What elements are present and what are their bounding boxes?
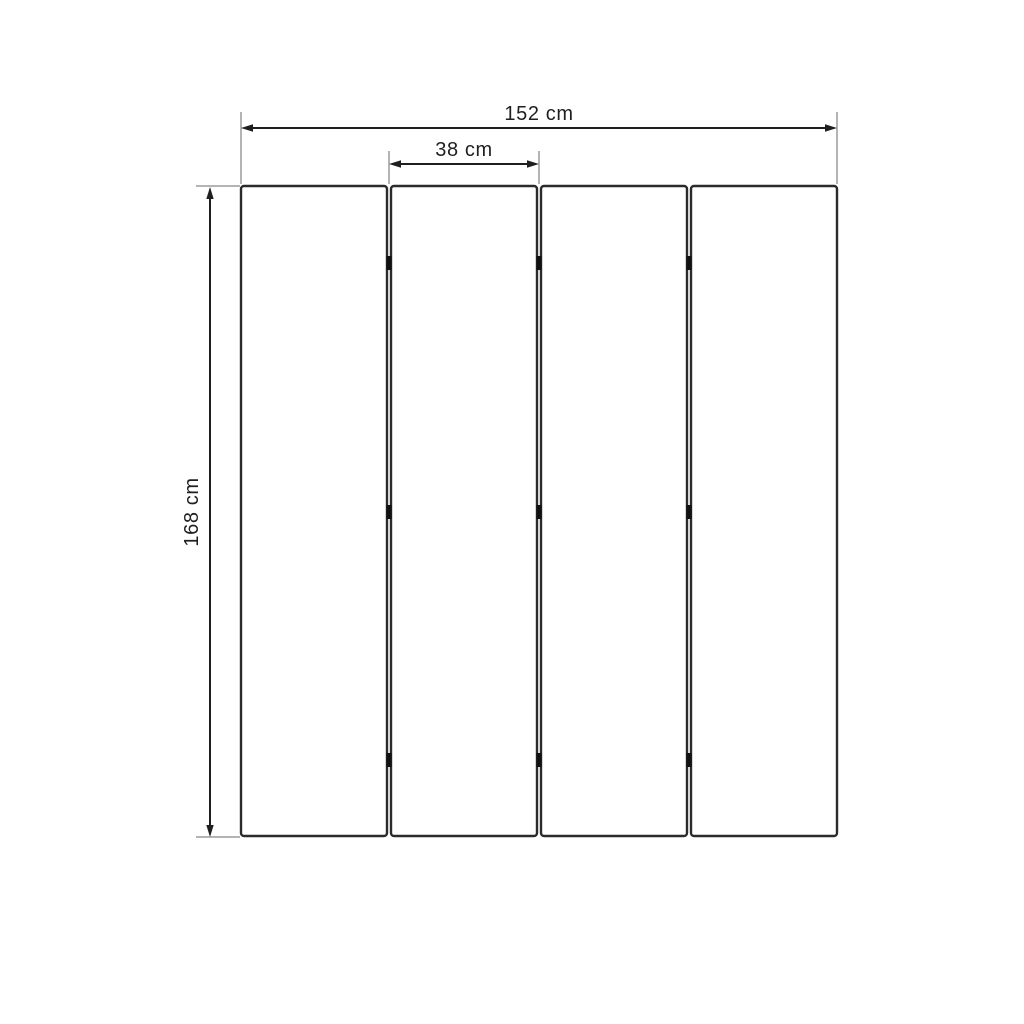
hinge-joint1-middle-icon: [387, 505, 392, 519]
hinge-joint3-top-icon: [687, 256, 692, 270]
panel-1: [241, 186, 387, 836]
hinge-joint2-top-icon: [537, 256, 542, 270]
total-width-label: 152 cm: [504, 103, 574, 125]
arrowhead-right-icon: [825, 124, 837, 131]
panel-3: [541, 186, 687, 836]
hinge-joint2-middle-icon: [537, 505, 542, 519]
arrowhead-left-icon: [241, 124, 253, 131]
arrowhead-down-icon: [206, 825, 213, 837]
panel-2: [391, 186, 537, 836]
panel-width-label: 38 cm: [435, 139, 493, 161]
hinge-joint1-bottom-icon: [387, 753, 392, 767]
arrowhead-left-icon: [389, 160, 401, 167]
hinge-joint3-bottom-icon: [687, 753, 692, 767]
hinge-joint1-top-icon: [387, 256, 392, 270]
arrowhead-up-icon: [206, 187, 213, 199]
arrowhead-right-icon: [527, 160, 539, 167]
hinge-joint3-middle-icon: [687, 505, 692, 519]
panel-4: [691, 186, 837, 836]
height-label: 168 cm: [181, 477, 203, 547]
hinge-joint2-bottom-icon: [537, 753, 542, 767]
